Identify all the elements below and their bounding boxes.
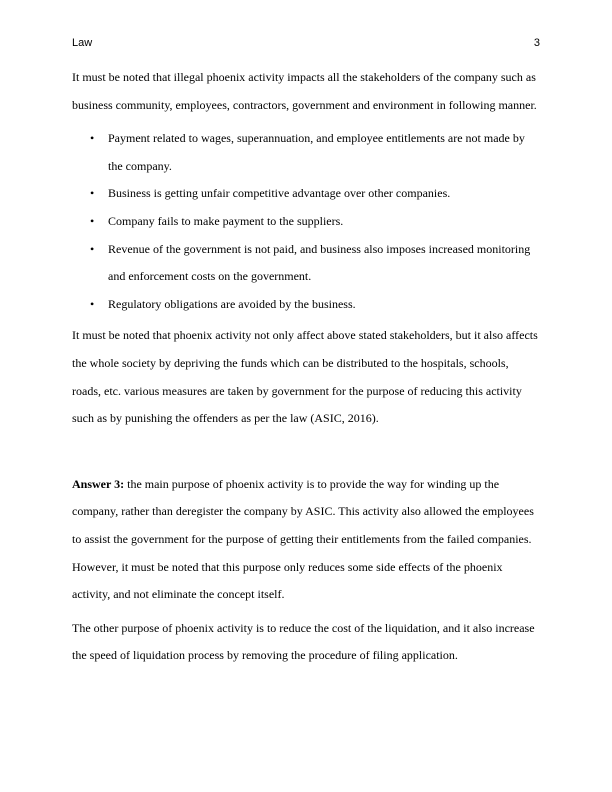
list-item <box>72 180 540 208</box>
list-item <box>72 208 540 236</box>
answer-label: Answer 3: <box>72 476 125 491</box>
page-header <box>72 36 540 50</box>
answer-paragraph <box>72 471 540 609</box>
stakeholder-impact-list <box>72 125 540 318</box>
society-impact-paragraph: It must be noted that phoenix activity not only affect above stated stakeholders, but it also affects the whole society by depriving the funds which can be distributed to the hospitals, schools, roads, etc. various measures are taken by government for the purpose of reducing this activity such as by punishing the offenders as per the law (ASIC, 2016). <box>72 328 538 426</box>
list-item <box>72 236 540 291</box>
section-spacer <box>72 439 540 471</box>
bullet-icon: • <box>90 241 95 256</box>
list-item <box>72 125 540 180</box>
answer-text: the main purpose of phoenix activity is to provide the way for winding up the company, rather than deregister the company by ASIC. This activity also allowed the employees to assist the government for the purpose of getting their entitlements from the failed companies. However, it must be noted that this purpose only reduces some side effects of the phoenix activity, and not eliminate the concept itself. <box>72 476 534 602</box>
list-item-text: Business is getting unfair competitive advantage over other companies. <box>108 186 451 201</box>
list-item-text: Payment related to wages, superannuation, and employee entitlements are not made by the company. <box>108 131 525 173</box>
bullet-icon: • <box>90 186 95 201</box>
document-body <box>72 64 540 676</box>
liquidation-paragraph: The other purpose of phoenix activity is to reduce the cost of the liquidation, and it also increase the speed of liquidation process by removing the procedure of filing application. <box>72 620 535 663</box>
bullet-icon: • <box>90 213 95 228</box>
list-item-text: Company fails to make payment to the suppliers. <box>108 213 344 228</box>
bullet-icon: • <box>90 296 95 311</box>
page-number: 3 <box>533 37 540 49</box>
list-item-text: Regulatory obligations are avoided by the business. <box>108 296 356 311</box>
bullet-icon: • <box>90 131 95 146</box>
list-item <box>72 291 540 319</box>
list-item-text: Revenue of the government is not paid, and business also imposes increased monitoring and enforcement costs on the government. <box>108 241 531 284</box>
intro-paragraph: It must be noted that illegal phoenix activity impacts all the stakeholders of the company such as business community, employees, contractors, government and environment in following manner. <box>72 70 537 112</box>
running-head: Law <box>72 37 93 49</box>
